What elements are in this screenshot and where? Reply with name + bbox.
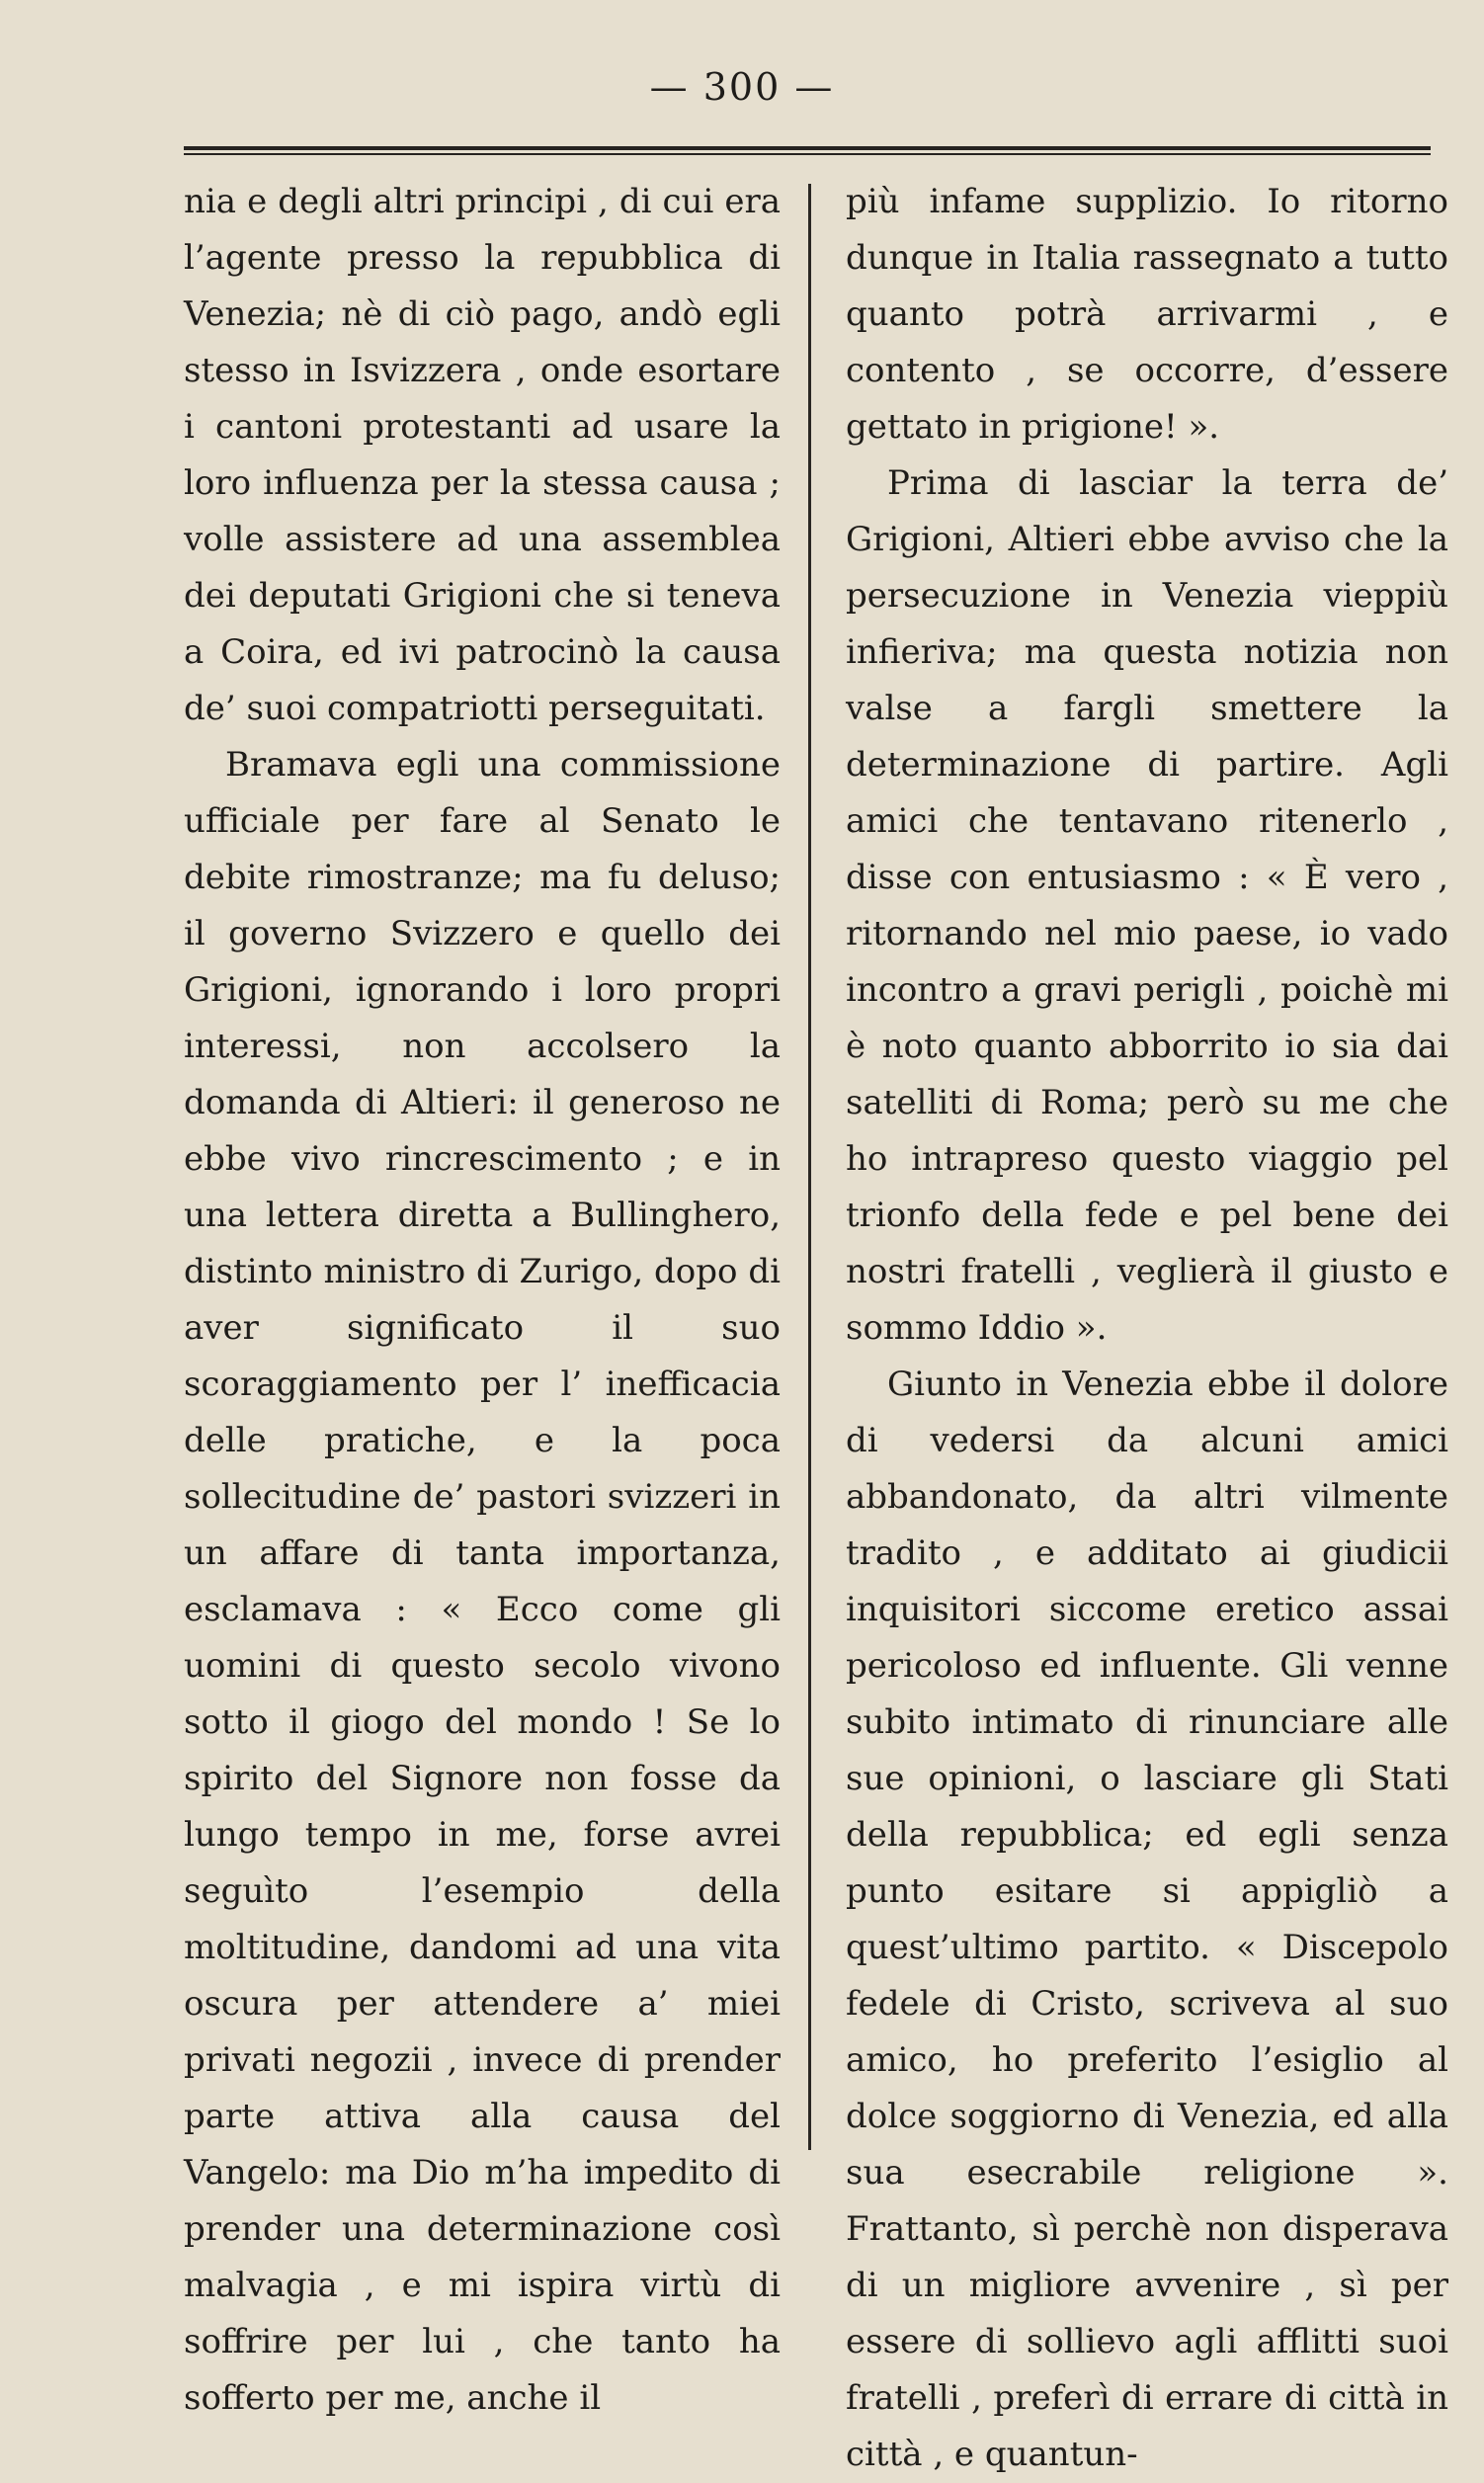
left-column [184,174,781,2427]
header-rule [184,146,1431,155]
right-paragraph-1: più infame supplizio. Io ritorno dunque in Italia rassegnato a tutto quanto potrà arrivarmi , e contento , se occorre, d’essere gettato in prigione! ». [846,182,1448,447]
right-column [846,174,1448,2483]
right-paragraph-2: Prima di lasciar la terra de’ Grigioni, Altieri ebbe avviso che la persecuzione in Venezia vieppiù infieriva; ma questa notizia non valse a fargli smettere la determinazione di partire. Agli amici che tentavano ritenerlo , disse con entusiasmo : « È vero , ritornando nel mio paese, io vado incontro a gravi perigli , poichè mi è noto quanto abborrito io sia dai satelliti di Roma; però su me che ho intrapreso questo viaggio pel trionfo della fede e pel bene dei nostri fratelli , veglierà il giusto e sommo Iddio ». [846,463,1448,1348]
left-paragraph-1: nia e degli altri principi , di cui era l’agente presso la repubblica di Venezia; nè di ciò pago, andò egli stesso in Isvizzera , onde esortare i cantoni protestanti ad usare la loro influenza per la stessa causa ; volle assistere ad una assemblea dei deputati Grigioni che si teneva a Coira, ed ivi patrocinò la causa de’ suoi compatriotti perseguitati. [184,182,781,728]
page-number: — 300 — [649,65,835,109]
right-paragraph-3: Giunto in Venezia ebbe il dolore di vedersi da alcuni amici abbandonato, da altri vilmente tradito , e additato ai giudicii inquisitori siccome eretico assai pericoloso ed influente. Gli venne subito intimato di rinunciare alle sue opinioni, o lasciare gli Stati della repubblica; ed egli senza punto esitare si appigliò a quest’ultimo partito. « Discepolo fedele di Cristo, scriveva al suo amico, ho preferito l’esiglio al dolce soggiorno di Venezia, ed alla sua esecrabile religione ». Frattanto, sì perchè non disperava di un migliore avvenire , sì per essere di sollievo agli afflitti suoi fratelli , preferì di errare di città in città , e quantun- [846,1365,1448,2474]
column-divider [808,184,811,2150]
left-paragraph-2: Bramava egli una commissione ufficiale per fare al Senato le debite rimostranze; ma fu deluso; il governo Svizzero e quello dei Grigioni, ignorando i loro propri interessi, non accolsero la domanda di Altieri: il generoso ne ebbe vivo rincrescimento ; e in una lettera diretta a Bullinghero, distinto ministro di Zurigo, dopo di aver significato il suo scoraggiamento per l’ inefficacia delle pratiche, e la poca sollecitudine de’ pastori svizzeri in un affare di tanta importanza, esclamava : « Ecco come gli uomini di questo secolo vivono sotto il giogo del mondo ! Se lo spirito del Signore non fosse da lungo tempo in me, forse avrei seguìto l’esempio della moltitudine, dandomi ad una vita oscura per attendere a’ miei privati negozii , invece di prender parte attiva alla causa del Vangelo: ma Dio m’ha impedito di prender una determinazione così malvagia , e mi ispira virtù di soffrire per lui , che tanto ha sofferto per me, anche il [184,745,781,2418]
